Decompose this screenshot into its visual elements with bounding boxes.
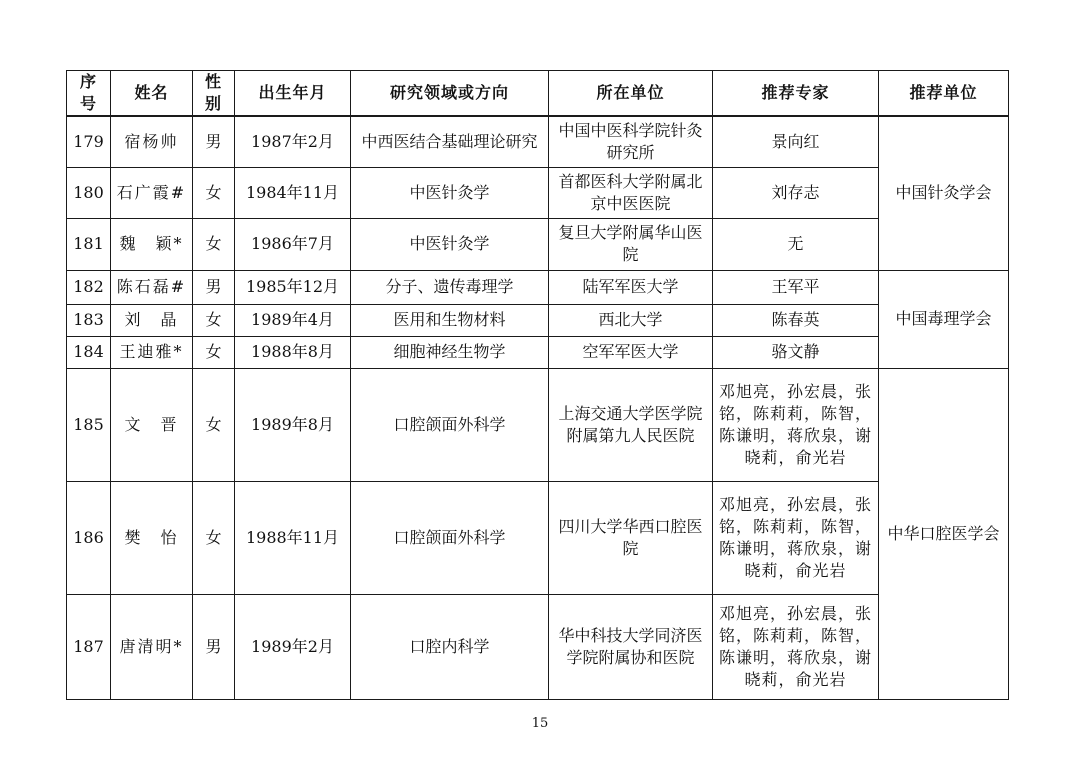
table-row bbox=[67, 116, 1009, 167]
row-name: 樊 怡 bbox=[111, 481, 193, 594]
row-number: 183 bbox=[67, 304, 111, 336]
row-number: 185 bbox=[67, 368, 111, 481]
row-birth: 1987年2月 bbox=[235, 116, 351, 167]
row-gender: 女 bbox=[193, 218, 235, 270]
row-birth: 1989年4月 bbox=[235, 304, 351, 336]
row-gender: 女 bbox=[193, 336, 235, 368]
row-gender: 女 bbox=[193, 167, 235, 218]
row-unit: 四川大学华西口腔医院 bbox=[549, 481, 713, 594]
row-unit: 西北大学 bbox=[549, 304, 713, 336]
recommender-cell: 中国毒理学会 bbox=[879, 270, 1009, 368]
row-number: 179 bbox=[67, 116, 111, 167]
row-unit: 首都医科大学附属北京中医医院 bbox=[549, 167, 713, 218]
page-number: 15 bbox=[531, 716, 549, 731]
row-gender: 男 bbox=[193, 116, 235, 167]
row-gender: 男 bbox=[193, 594, 235, 699]
row-field: 分子、遗传毒理学 bbox=[351, 270, 549, 304]
row-name: 文 晋 bbox=[111, 368, 193, 481]
row-number: 180 bbox=[67, 167, 111, 218]
row-birth: 1989年2月 bbox=[235, 594, 351, 699]
table-row bbox=[67, 368, 1009, 481]
row-unit: 中国中医科学院针灸研究所 bbox=[549, 116, 713, 167]
table-row bbox=[67, 594, 1009, 699]
row-birth: 1986年7月 bbox=[235, 218, 351, 270]
row-experts: 无 bbox=[713, 218, 879, 270]
row-name: 刘 晶 bbox=[111, 304, 193, 336]
row-experts: 邓旭亮，孙宏晨，张铭，陈莉莉，陈智，陈谦明，蒋欣泉，谢晓莉，俞光岩 bbox=[713, 481, 879, 594]
row-name: 宿杨帅 bbox=[111, 116, 193, 167]
row-name: 陈石磊# bbox=[111, 270, 193, 304]
row-unit: 华中科技大学同济医学院附属协和医院 bbox=[549, 594, 713, 699]
row-experts: 景向红 bbox=[713, 116, 879, 167]
row-number: 184 bbox=[67, 336, 111, 368]
row-name: 魏 颖* bbox=[111, 218, 193, 270]
table-row bbox=[67, 336, 1009, 368]
header-cell-experts: 推荐专家 bbox=[713, 71, 879, 117]
table-row bbox=[67, 481, 1009, 594]
row-unit: 上海交通大学医学院附属第九人民医院 bbox=[549, 368, 713, 481]
row-number: 181 bbox=[67, 218, 111, 270]
recommendation-table bbox=[66, 70, 1009, 700]
row-name: 王迪雅* bbox=[111, 336, 193, 368]
row-experts: 骆文静 bbox=[713, 336, 879, 368]
row-field: 口腔颌面外科学 bbox=[351, 368, 549, 481]
row-birth: 1988年8月 bbox=[235, 336, 351, 368]
row-field: 口腔颌面外科学 bbox=[351, 481, 549, 594]
header-cell-unit: 所在单位 bbox=[549, 71, 713, 117]
row-experts: 陈春英 bbox=[713, 304, 879, 336]
recommender-cell: 中华口腔医学会 bbox=[879, 368, 1009, 699]
row-unit: 空军军医大学 bbox=[549, 336, 713, 368]
row-birth: 1988年11月 bbox=[235, 481, 351, 594]
row-name: 唐清明* bbox=[111, 594, 193, 699]
row-gender: 男 bbox=[193, 270, 235, 304]
row-birth: 1989年8月 bbox=[235, 368, 351, 481]
row-experts: 王军平 bbox=[713, 270, 879, 304]
table-row bbox=[67, 304, 1009, 336]
row-field: 口腔内科学 bbox=[351, 594, 549, 699]
row-field: 中医针灸学 bbox=[351, 218, 549, 270]
table-row bbox=[67, 270, 1009, 304]
table-row bbox=[67, 167, 1009, 218]
row-field: 细胞神经生物学 bbox=[351, 336, 549, 368]
header-cell-name: 姓名 bbox=[111, 71, 193, 117]
header-cell-field: 研究领域或方向 bbox=[351, 71, 549, 117]
header-cell-gender: 性别 bbox=[193, 71, 235, 117]
row-birth: 1984年11月 bbox=[235, 167, 351, 218]
row-number: 187 bbox=[67, 594, 111, 699]
table-header-row bbox=[67, 71, 1009, 117]
row-experts: 邓旭亮，孙宏晨，张铭，陈莉莉，陈智，陈谦明，蒋欣泉，谢晓莉，俞光岩 bbox=[713, 368, 879, 481]
header-cell-birth: 出生年月 bbox=[235, 71, 351, 117]
row-experts: 邓旭亮，孙宏晨，张铭，陈莉莉，陈智，陈谦明，蒋欣泉，谢晓莉，俞光岩 bbox=[713, 594, 879, 699]
row-gender: 女 bbox=[193, 481, 235, 594]
row-birth: 1985年12月 bbox=[235, 270, 351, 304]
row-gender: 女 bbox=[193, 368, 235, 481]
row-field: 中医针灸学 bbox=[351, 167, 549, 218]
row-gender: 女 bbox=[193, 304, 235, 336]
table-row bbox=[67, 218, 1009, 270]
header-cell-recommender: 推荐单位 bbox=[879, 71, 1009, 117]
row-unit: 复旦大学附属华山医院 bbox=[549, 218, 713, 270]
recommender-cell: 中国针灸学会 bbox=[879, 116, 1009, 270]
row-field: 医用和生物材料 bbox=[351, 304, 549, 336]
row-field: 中西医结合基础理论研究 bbox=[351, 116, 549, 167]
header-cell-number: 序号 bbox=[67, 71, 111, 117]
row-experts: 刘存志 bbox=[713, 167, 879, 218]
row-unit: 陆军军医大学 bbox=[549, 270, 713, 304]
row-number: 182 bbox=[67, 270, 111, 304]
row-number: 186 bbox=[67, 481, 111, 594]
row-name: 石广霞# bbox=[111, 167, 193, 218]
